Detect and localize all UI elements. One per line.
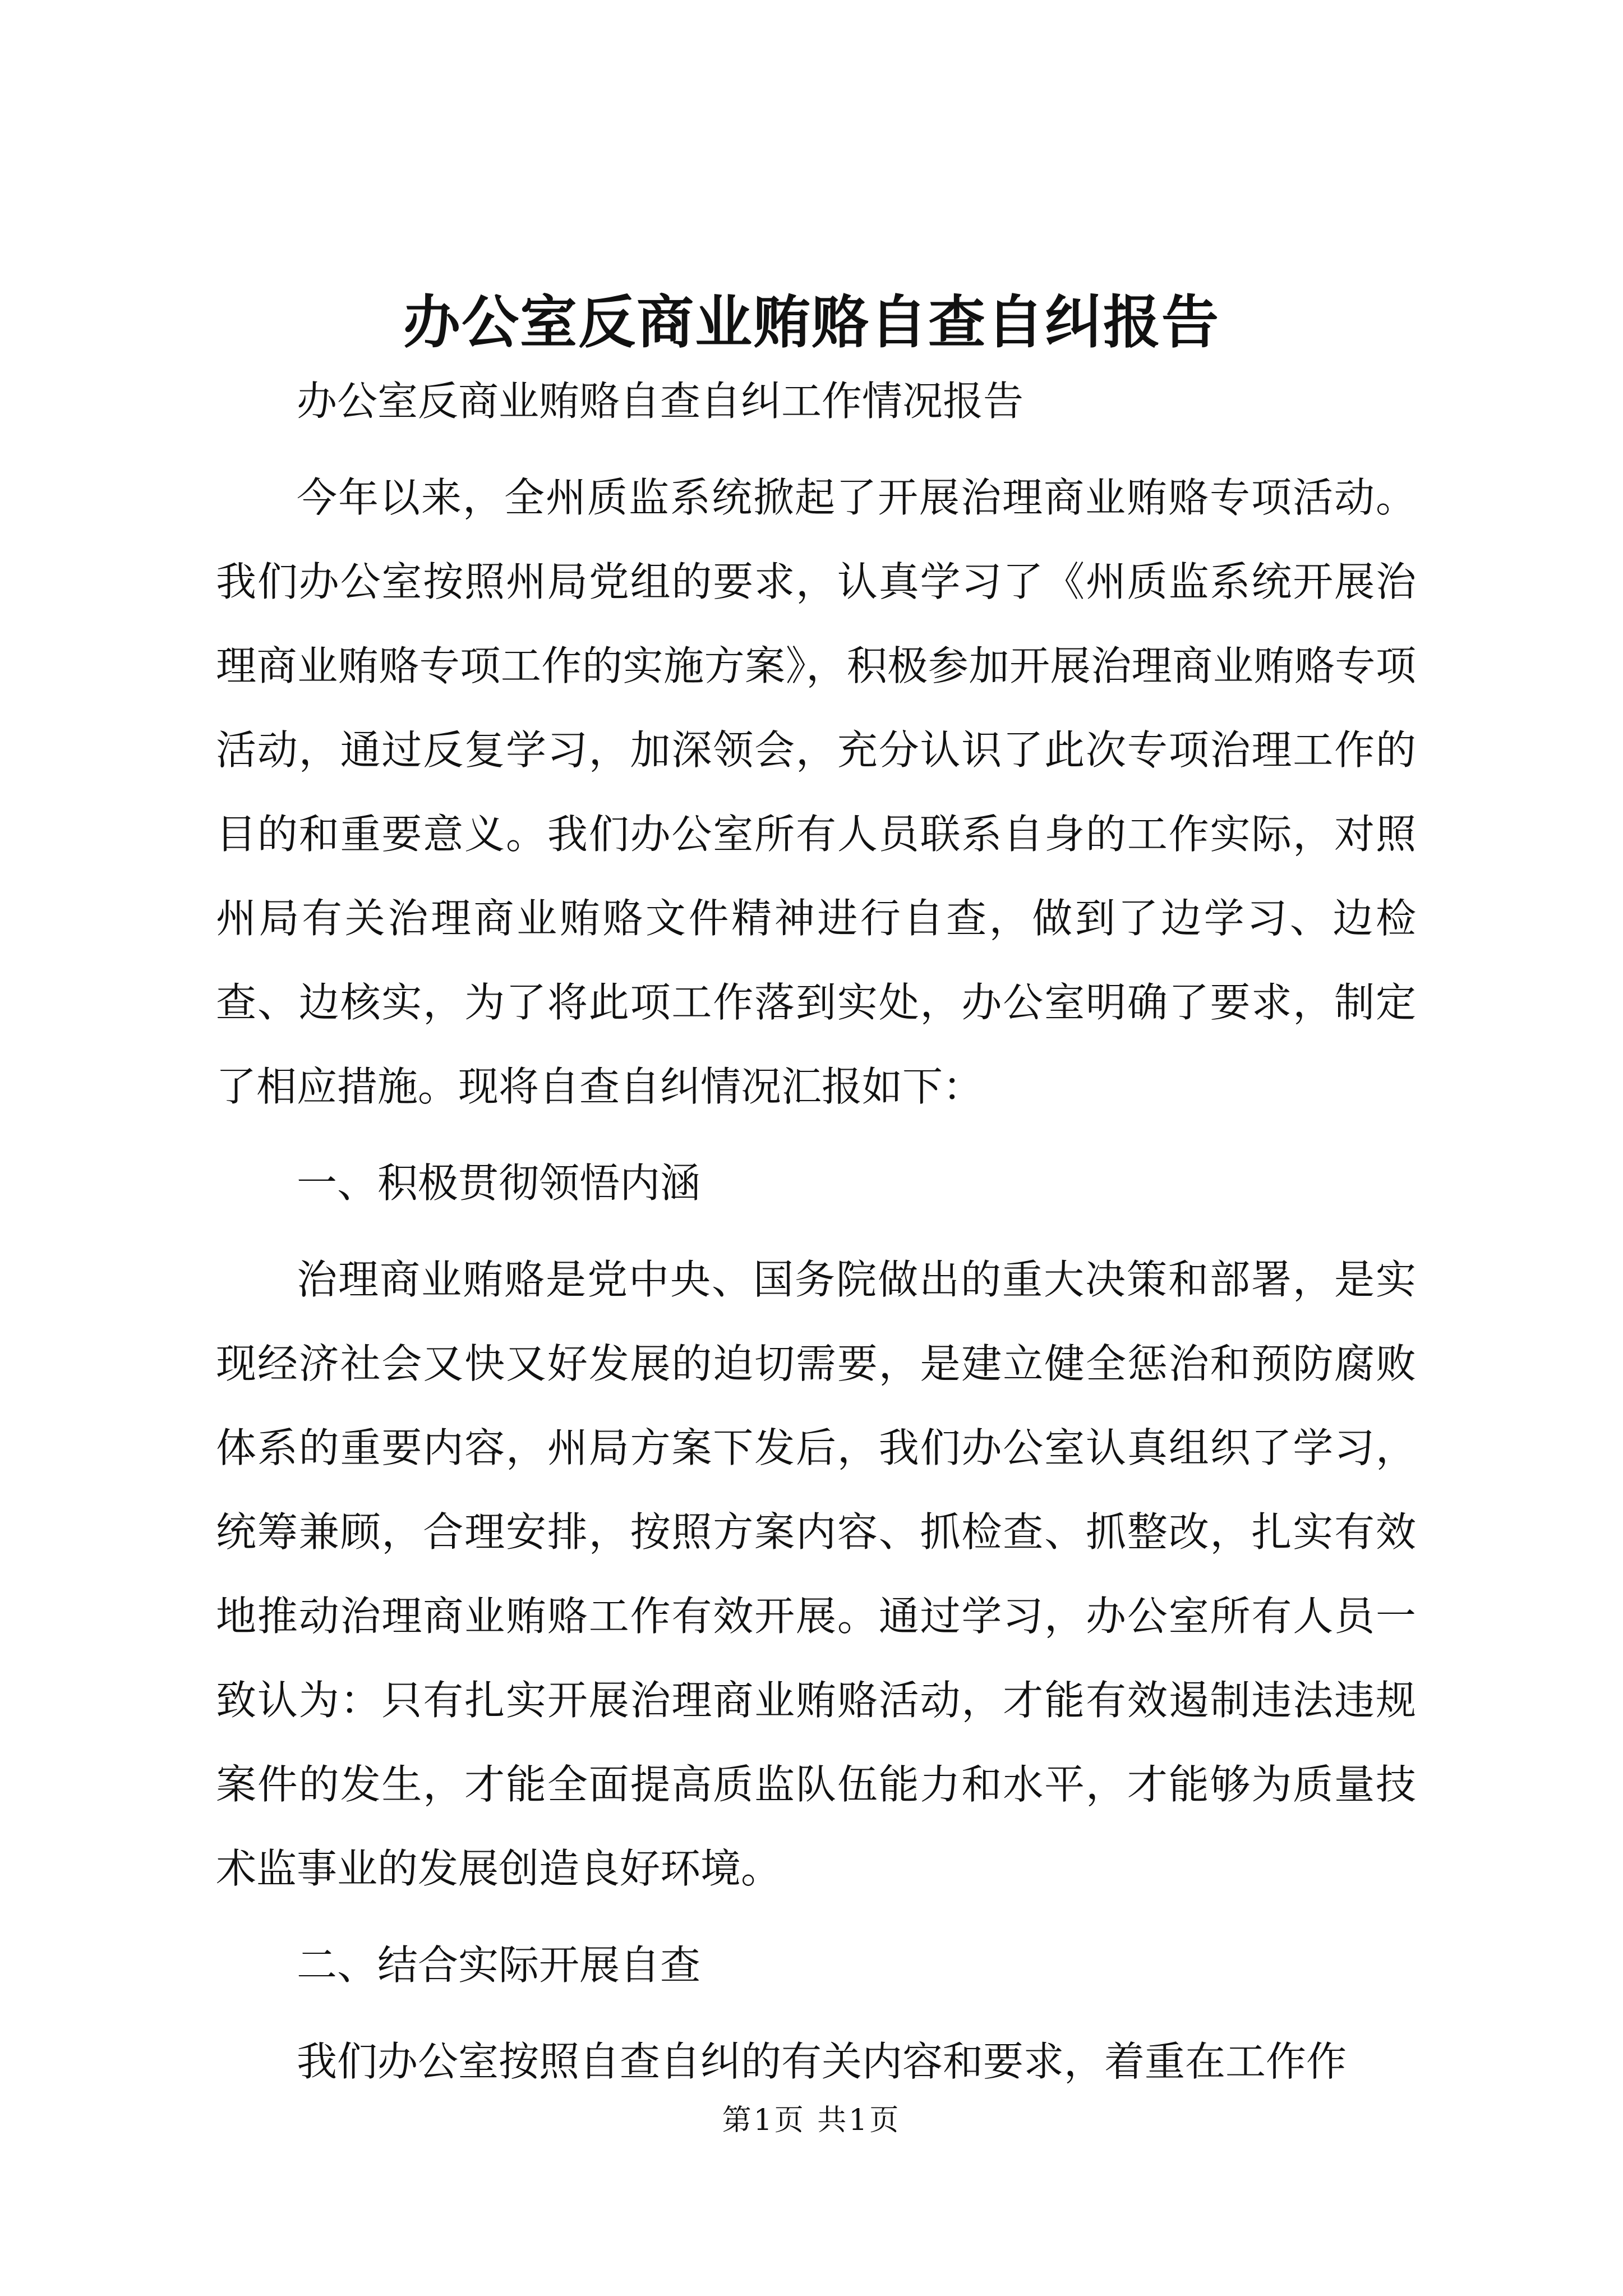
- section-heading-2: 二、结合实际开展自查: [297, 1941, 701, 1989]
- page-number-footer: 第1页 共1页: [722, 2104, 901, 2137]
- paragraph-section-1: 治理商业贿赂是党中央、国务院做出的重大决策和部署，是实现经济社会又快又好发展的迫切需要，是建立健全惩治和预防腐败体系的重要内容，州局方案下发后，我们办公室认真组织了学习，统筹兼顾，合理安排，按照方案内容、抓检查、抓整改，扎实有效地推动治理商业贿赂工作有效开展。通过学习，办公室所有人员一致认为：只有扎实开展治理商业贿赂活动，才能有效遏制违法违规案件的发生，才能全面提高质监队伍能力和水平，才能够为质量技术监事业的发展创造良好环境。: [216, 1256, 1416, 1892]
- document-title: 办公室反商业贿赂自查自纠报告: [403, 289, 1220, 356]
- section-heading-1: 一、积极贯彻领悟内涵: [297, 1159, 701, 1207]
- document-body: [216, 359, 1416, 2104]
- document-subtitle: 办公室反商业贿赂自查自纠工作情况报告: [297, 378, 1024, 425]
- paragraph-intro: 今年以来，全州质监系统掀起了开展治理商业贿赂专项活动。我们办公室按照州局党组的要求，认真学习了《州质监系统开展治理商业贿赂专项工作的实施方案》，积极参加开展治理商业贿赂专项活动，通过反复学习，加深领会，充分认识了此次专项治理工作的目的和重要意义。我们办公室所有人员联系自身的工作实际，对照州局有关治理商业贿赂文件精神进行自查，做到了边学习、边检查、边核实，为了将此项工作落到实处，办公室明确了要求，制定了相应措施。现将自查自纠情况汇报如下：: [216, 474, 1416, 1110]
- paragraph-section-2: 我们办公室按照自查自纠的有关内容和要求，着重在工作作: [297, 2038, 1347, 2085]
